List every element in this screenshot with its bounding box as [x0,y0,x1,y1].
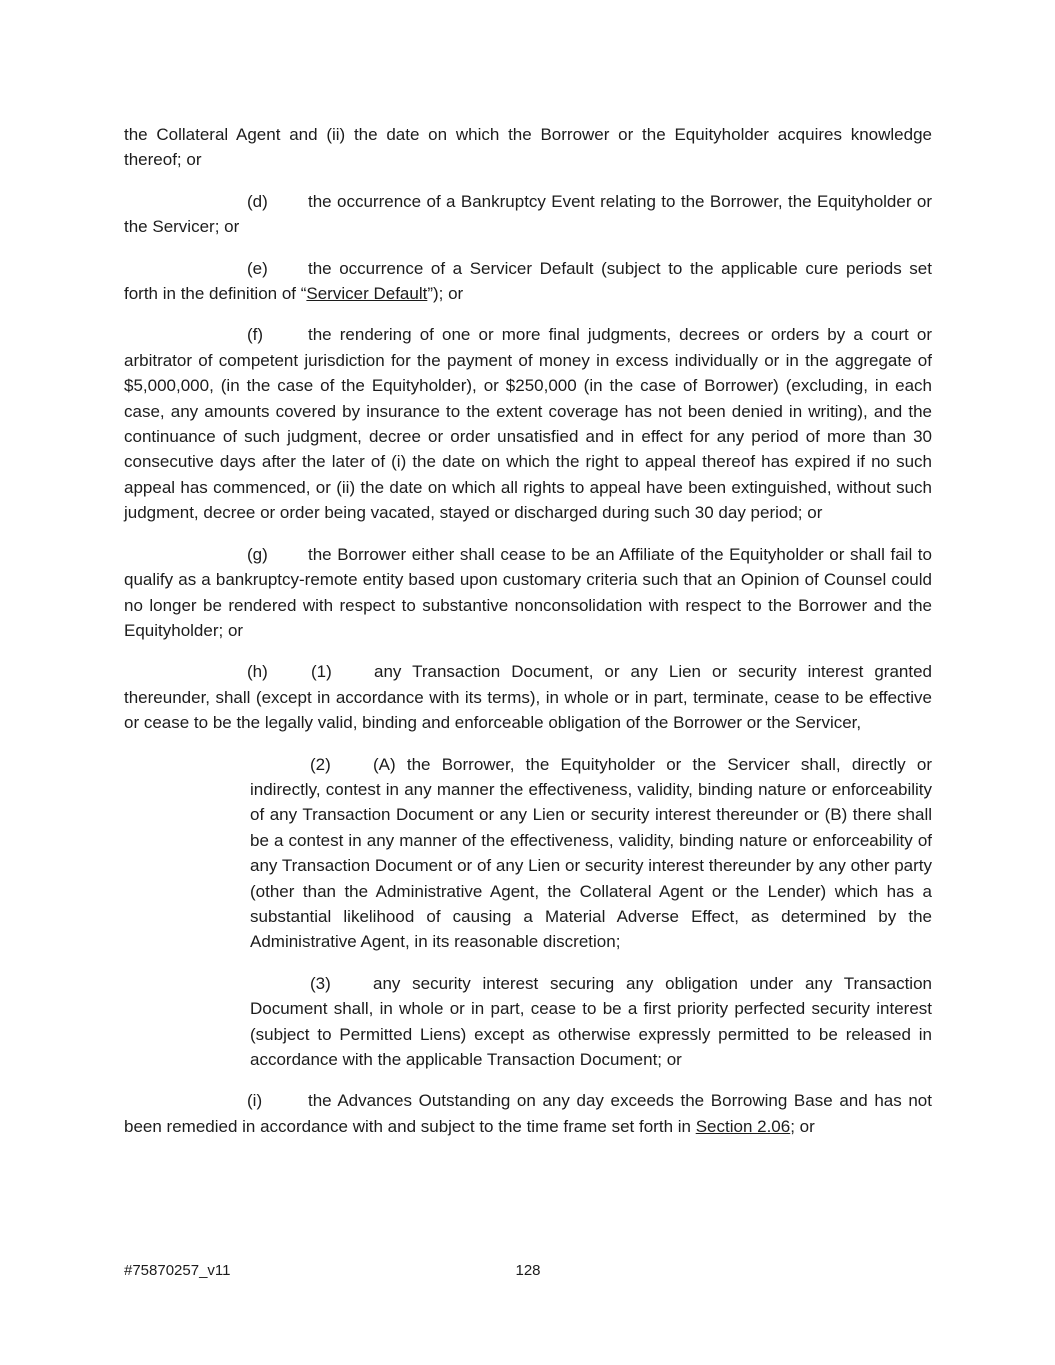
paragraph-continuation [124,122,932,173]
clause-label: (i) [247,1091,263,1111]
clause-label: (2) [310,754,331,774]
clause-text: ”); or [427,284,464,304]
clause-sublabel: (1) [311,662,332,682]
text-column [124,122,932,1155]
clause-e [124,256,932,307]
clause-text: the rendering of one or more final judgments, decrees or orders by a court or arbitrator of competent jurisdiction for the payment of money in excess individually or in the aggregate of $5,000,000, (in the case of the Equityholder), or $250,000 (in the case of Borrower) (excluding, in each case, any amounts covered by insurance to the extent coverage has not been denied in writing), and the continuance of such judgment, decree or order unsatisfied and in effect for any period of more than 30 consecutive days after the later of (i) the date on which the right to appeal thereof has expired if no such appeal has commenced, or (ii) the date on which all rights to appeal have been extinguished, without such judgment, decree or order being vacated, stayed or discharged during such 30 day period; or [124,325,932,523]
clause-text: (A) the Borrower, the Equityholder or the Servicer shall, directly or indirectly, contest in any manner the effectiveness, validity, binding nature or enforceability of any Transaction Document or any Lien or security interest thereunder or (B) there shall be a contest in any manner of the effectiveness, validity, binding nature or enforceability of any Transaction Document or of any Lien or security interest thereunder by any other party (other than the Administrative Agent, the Collateral Agent or the Lender) which has a substantial likelihood of causing a Material Adverse Effect, as determined by the Administrative Agent, in its reasonable discretion; [250,754,932,952]
clause-text: the occurrence of a Bankruptcy Event relating to the Borrower, the Equityholder or the Servicer; or [124,191,932,237]
clause-h-sub2 [250,752,932,955]
clause-g [124,542,932,644]
clause-text: the Advances Outstanding on any day exceeds the Borrowing Base and has not been remedied in accordance with and subject to the time frame set forth in [124,1091,932,1136]
clause-d [124,189,932,240]
clause-i [124,1088,932,1139]
clause-label: (f) [247,325,264,345]
clause-text: the occurrence of a Servicer Default (subject to the applicable cure periods set forth in the definition of “ [124,258,932,304]
clause-text: the Collateral Agent and (ii) the date on which the Borrower or the Equityholder acquires knowledge thereof; or [124,125,932,170]
doc-id: #75870257_v11 [124,1262,231,1279]
clause-text: any Transaction Document, or any Lien or security interest granted thereunder, shall (except in accordance with its terms), in whole or in part, terminate, cease to be effective or cease to be the legally valid, binding and enforceable obligation of the Borrower or the Servicer, [124,662,932,733]
clause-label: (h) [247,662,268,682]
clause-text: ; or [790,1116,815,1136]
clause-h [124,659,932,735]
section-2-06-reference: Section 2.06 [695,1116,791,1136]
clause-label: (g) [247,544,268,564]
servicer-default-reference: Servicer Default [306,284,428,304]
clause-h-sub3 [250,971,932,1073]
clause-f [124,322,932,525]
page-footer [124,1262,932,1282]
clause-label: (3) [310,973,331,993]
page-number: 128 [515,1262,541,1279]
clause-label: (d) [247,191,268,211]
clause-text: the Borrower either shall cease to be an Affiliate of the Equityholder or shall fail to qualify as a bankruptcy-remote entity based upon customary criteria such that an Opinion of Counsel could no longer be rendered with respect to substantive nonconsolidation with respect to the Borrower and the Equityholder; or [124,544,932,640]
clause-text: any security interest securing any obligation under any Transaction Document shall, in whole or in part, cease to be a first priority perfected security interest (subject to Permitted Liens) except as otherwise expressly permitted to be released in accordance with the applicable Transaction Document; or [250,973,932,1069]
clause-label: (e) [247,258,268,278]
